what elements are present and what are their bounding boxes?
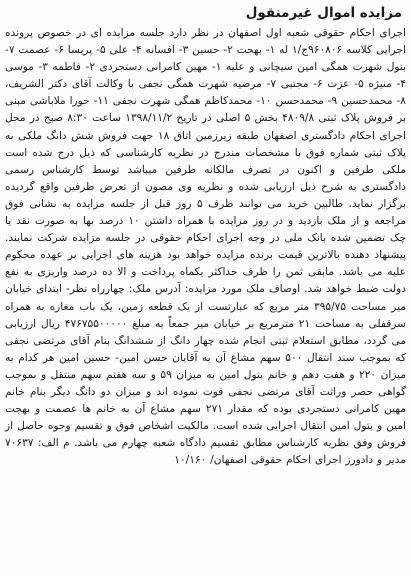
notice-body: اجرای احکام حقوقی شعبه اول اصفهان در نظر دارد جلسه مزایده ای در خصوص پرونده اجرایی کلاسه ۹۶۰۸۰۶ج/۱ له ۱- بهجت ۲- حسین ۳- افسانه ۴- علی ۵- پریسا ۶- عصمت ۷- بتول شهرت همگی امین سیچانی و علیه ۱- مهین کامرانی دستجردی ۲- فاطمه ۳- موسی ۴- منیژه ۵- عزت ۶- مجتبی ۷- مرضیه شهرت همگی نجفی با وکالت آقای دکتر الشریف، ۸- محمدحسین ۹- محمدحسن ۱۰- محمدکاظم همگی شهرت نجفی ۱۱- حورا ملاباشی مبنی بر فروش پلاک ثبتی ۴۸۰۹/۸ بخش ۵ اصلی در تاریخ ۱۳۹۸/۱۱/۲ ساعت ۸:۳۰ صبح در محل اجرای احکام دادگستری اصفهان طبقه زیرزمین اتاق ۱۸ جهت فروش شش دانگ ملکی به پلاک ثبتی شماره فوق با مشخصات مندرج در نظریه کارشناسی که ذیل درج شده است ملکی طرفین و اکنون در تصرف مالکانه طرفین میباشد توسط کارشناس رسمی دادگستری به شرح ذیل ارزیابی شده و نظریه وی مصون از تعرض طرفین واقع گردیده برگزار نماید. طالبین خرید می توانند ظرف ۵ روز قبل از جلسه مزایده به نشانی فوق مراجعه و از ملک بازدید و در روز مزایده با همراه داشتن ۱۰ درصد بها به صورت نقد یا چک تضمین شده بانک ملی در وجه اجرای احکام حقوقی در جلسه مزایده شرکت نمایند. پیشنهاد دهنده بالاترین قیمت برنده مزایده خواهد بود هزینه های اجرایی بر عهده محکوم علیه می باشد. مابقی ثمن را ظرف حداکثر یکماه پرداخت و الا ده درصد واریزی به نفع دولت ضبط خواهد شد. اوصاف ملک مورد مزایده: آدرس ملک: چهارراه نظر- ابتدای خیابان میر مساحت ۳۹۵/۷۵ متر مربع که عبارتست از یک قطعه زمین، یک باب مغازه به همراه سرقفلی به مساحت ۲۱ مترمربع بر خیابان میر جمعاً به مبلغ ۴۷۶۷۵۵۰۰۰۰۰ ریال ارزیابی می گردد، مطابق استعلام ثبتی انجام شده چهار دانگ از ششدانگ بنام آقای مرتضی نجفی که بموجب سند انتقال ۵۰۰ سهم مشاع آن به آقایان حسن امین- حسین امین هر کدام به میزان ۲۲۰ و هفت دهم و خانم بتول امین به میزان ۵۹ و سه هفتم سهم منتقل و بموجب گواهی حصر وراثت آقای مرتضی نجفی فوت نموده اند و میزان دو دانگ دیگر بنام خانم مهین کامرانی دستجردی بوده که مقدار ۲۷۱ سهم مشاع آن به خانم ها عصمت و بهجت امین و بتول امین انتقال اجرایی شده است. مالکیت اشخاص فوق و تقسیم وجوه حاصل از فروش وفق نظریه کارشناس مطابق تقسیم دادگاه شعبه چهارم می باشد. م الف: ۷۰۶۳۷ مدیر و دادورز اجرای احکام حقوقی اصفهان/ ۱۰/۱۶۰ (5, 27, 407, 467)
notice-title: مزایده اموال غیرمنقول (245, 5, 402, 21)
